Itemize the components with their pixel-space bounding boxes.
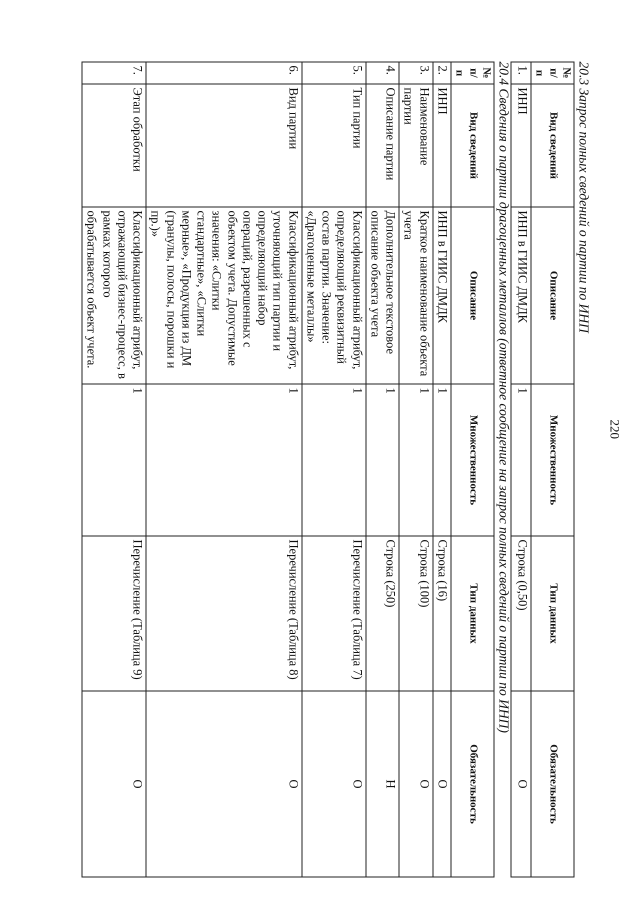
table-cell: Краткое наименование объекта учета	[399, 207, 433, 384]
table-row	[82, 62, 146, 877]
header-cell: Обязательность	[531, 691, 574, 877]
table-cell: Перечисление (Таблица 7)	[302, 536, 366, 691]
table-row	[146, 62, 302, 877]
table-cell: Классификационный атрибут, определяющий реквизитный состав партии. Значение: «Драгоценные металлы»	[302, 207, 366, 384]
table-cell: 5.	[302, 62, 366, 84]
table-cell: О	[433, 691, 451, 877]
response-table	[82, 62, 495, 878]
table-cell: 1	[511, 384, 531, 536]
page-number: 220	[607, 419, 623, 439]
table-cell: Н	[366, 691, 400, 877]
table-cell: Перечисление (Таблица 8)	[146, 536, 302, 691]
table-cell: Наименование партии	[399, 84, 433, 207]
table-cell: О	[302, 691, 366, 877]
table-cell: Строка (250)	[366, 536, 400, 691]
request-table-header	[531, 62, 574, 877]
table-cell: 1	[82, 384, 146, 536]
table-cell: Вид партии	[146, 84, 302, 207]
header-cell: Тип данных	[451, 536, 494, 691]
header-cell: № п/п	[451, 62, 494, 84]
header-cell: Описание	[531, 207, 574, 384]
table-row	[399, 62, 433, 877]
table-cell: 7.	[82, 62, 146, 84]
section-caption-20-4: 20.4 Сведения о партии драгоценных металлов (ответное сообщение на запрос полных сведений о партии по ИНП)	[496, 61, 512, 733]
table-cell: 1	[433, 384, 451, 536]
header-cell: Вид сведений	[451, 84, 494, 207]
response-table-header	[451, 62, 494, 877]
table-cell: 4.	[366, 62, 400, 84]
table-cell: 1	[146, 384, 302, 536]
table-cell: О	[146, 691, 302, 877]
table-cell: 3.	[399, 62, 433, 84]
table-cell: Тип партии	[302, 84, 366, 207]
table-cell: Строка (16)	[433, 536, 451, 691]
header-cell: Обязательность	[451, 691, 494, 877]
table-cell: Строка (100)	[399, 536, 433, 691]
table-cell: Дополнительное текстовое описание объекта учета	[366, 207, 400, 384]
header-cell: № п/п	[531, 62, 574, 84]
table-row	[366, 62, 400, 877]
table-row	[302, 62, 366, 877]
table-row	[511, 62, 531, 877]
header-cell: Множественность	[531, 384, 574, 536]
header-cell: Множественность	[451, 384, 494, 536]
table-cell: ИНП в ГИИС ДМДК	[511, 207, 531, 384]
header-cell: Описание	[451, 207, 494, 384]
table-cell: 1	[302, 384, 366, 536]
table-cell: Описание партии	[366, 84, 400, 207]
document-page	[1, 0, 640, 905]
table-cell: Перечисление (Таблица 9)	[82, 536, 146, 691]
table-cell: 6.	[146, 62, 302, 84]
table-cell: О	[399, 691, 433, 877]
table-cell: Классификационный атрибут, уточняющий тип партии и определяющий набор операций, разрешенных с объектом учета. Допустимые значения: «Слитки стандартные», «Слитки мерные», «Продукция из ДМ (гранулы, полосы, порошки и пр.)»	[146, 207, 302, 384]
table-row	[433, 62, 451, 877]
header-cell: Тип данных	[531, 536, 574, 691]
table-cell: 1	[366, 384, 400, 536]
table-cell: 1.	[511, 62, 531, 84]
table-cell: Классификационный атрибут, отражающий бизнес-процесс, в рамках которого обрабатывается объект учета.	[82, 207, 146, 384]
header-cell: Вид сведений	[531, 84, 574, 207]
table-cell: Этап обработки	[82, 84, 146, 207]
table-cell: ИНП	[511, 84, 531, 207]
request-table	[510, 62, 574, 878]
table-cell: ИНП в ГИИС ДМДК	[433, 207, 451, 384]
table-cell: О	[82, 691, 146, 877]
section-caption-20-3: 20.3 Запрос полных сведений о партии по ИНП	[576, 61, 592, 333]
table-cell: ИНП	[433, 84, 451, 207]
table-cell: О	[511, 691, 531, 877]
table-cell: Строка (0,50)	[511, 536, 531, 691]
table-cell: 2.	[433, 62, 451, 84]
table-cell: 1	[399, 384, 433, 536]
